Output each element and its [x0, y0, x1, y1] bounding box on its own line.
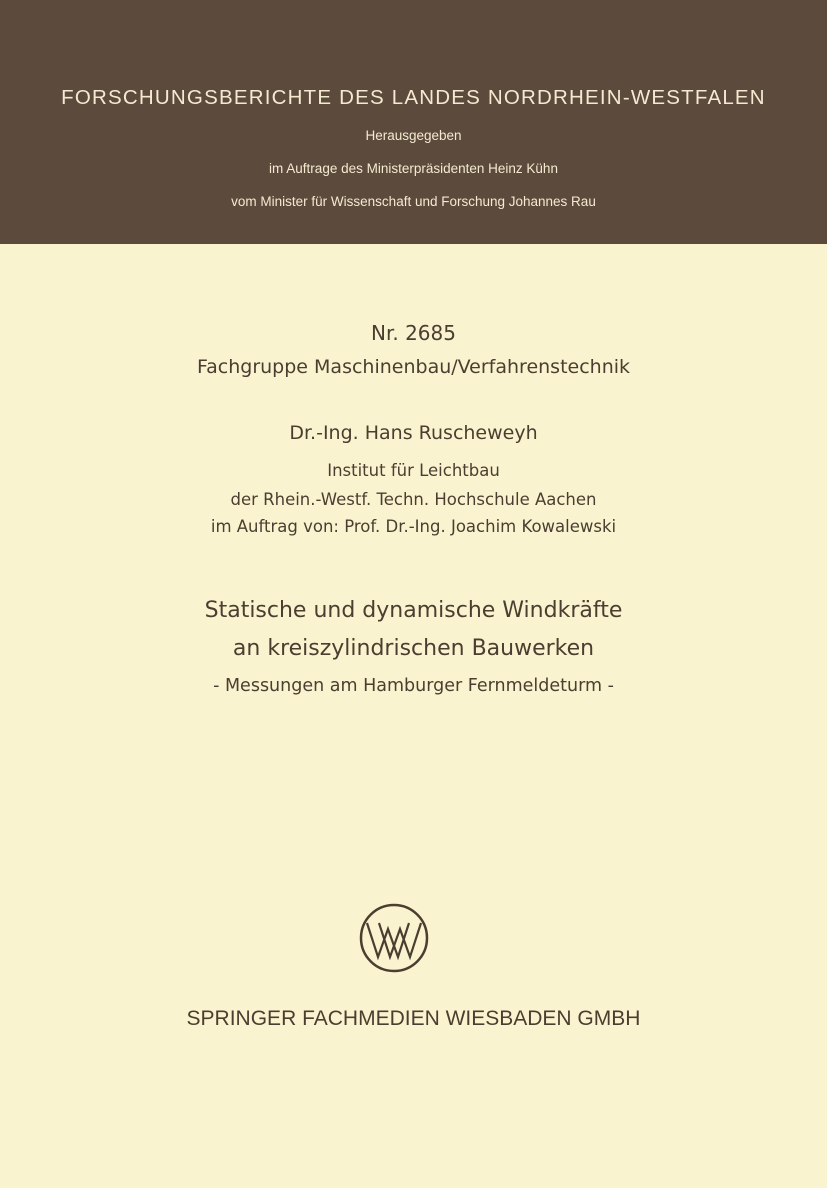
institute-line-3: im Auftrag von: Prof. Dr.-Ing. Joachim Kowalewski: [210, 517, 617, 536]
publisher-name: SPRINGER FACHMEDIEN WIESBADEN GMBH: [186, 1007, 641, 1030]
series-title: FORSCHUNGSBERICHTE DES LANDES NORDRHEIN-WESTFALEN: [61, 86, 766, 109]
editor-line-2: im Auftrage des Ministerpräsidenten Heinz Kühn: [269, 161, 558, 176]
report-group: Fachgruppe Maschinenbau/Verfahrenstechnik: [196, 356, 631, 378]
author-name: Dr.-Ing. Hans Ruscheweyh: [289, 422, 538, 444]
editor-line-1: Herausgegeben: [365, 128, 462, 143]
book-subtitle: - Messungen am Hamburger Fernmeldeturm -: [213, 676, 614, 696]
book-title-line-2: an kreiszylindrischen Bauwerken: [232, 636, 595, 661]
series-header-band: [0, 0, 827, 244]
institute-line-2: der Rhein.-Westf. Techn. Hochschule Aachen: [230, 490, 597, 509]
ww-circle-logo-icon: [358, 902, 430, 974]
report-number: Nr. 2685: [371, 321, 456, 345]
editor-line-3: vom Minister für Wissenschaft und Forschung Johannes Rau: [231, 194, 596, 209]
book-title-line-1: Statische und dynamische Windkräfte: [204, 598, 623, 623]
institute-line-1: Institut für Leichtbau: [327, 461, 500, 480]
